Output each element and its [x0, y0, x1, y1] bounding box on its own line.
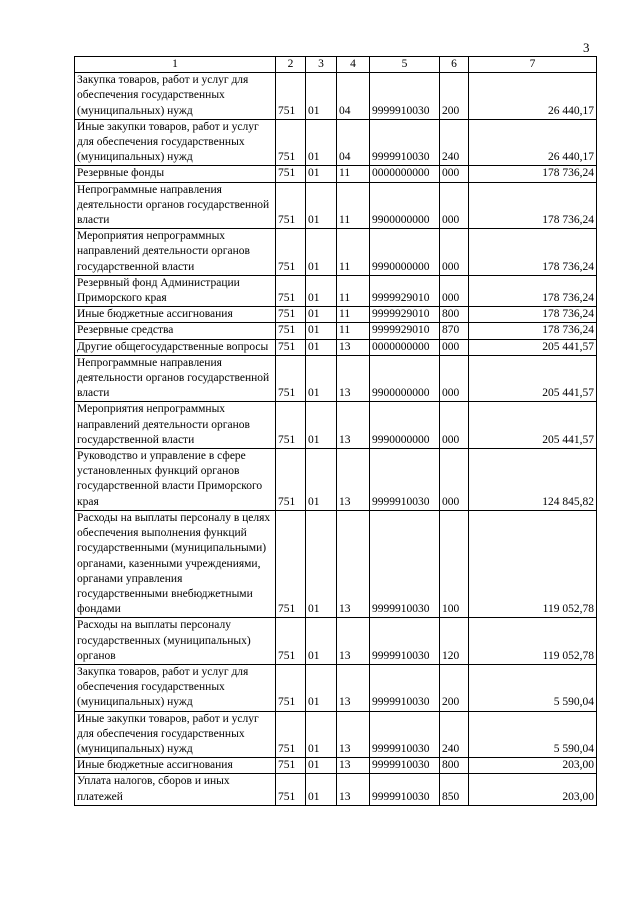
expense-type-cell: 000	[440, 402, 469, 449]
table-row	[75, 449, 597, 511]
expense-type-cell: 200	[440, 664, 469, 711]
code-cell: 751	[276, 119, 306, 166]
subsection-cell: 13	[337, 711, 370, 758]
row-name-cell: Резервные средства	[75, 323, 276, 339]
column-header: 4	[337, 57, 370, 73]
target-article-cell: 9990000000	[370, 402, 440, 449]
table-row	[75, 166, 597, 182]
section-cell: 01	[306, 275, 337, 306]
expense-type-cell: 000	[440, 339, 469, 355]
column-header: 1	[75, 57, 276, 73]
amount-cell: 5 590,04	[469, 711, 597, 758]
subsection-cell: 13	[337, 758, 370, 774]
column-header: 6	[440, 57, 469, 73]
code-cell: 751	[276, 323, 306, 339]
amount-cell: 178 736,24	[469, 229, 597, 276]
table-row	[75, 618, 597, 665]
code-cell: 751	[276, 182, 306, 229]
amount-cell: 178 736,24	[469, 182, 597, 229]
target-article-cell: 9999929010	[370, 307, 440, 323]
row-name-cell: Мероприятия непрограммных направлений деятельности органов государственной власти	[75, 229, 276, 276]
amount-cell: 178 736,24	[469, 275, 597, 306]
target-article-cell: 0000000000	[370, 339, 440, 355]
row-name-cell: Другие общегосударственные вопросы	[75, 339, 276, 355]
code-cell: 751	[276, 510, 306, 617]
section-cell: 01	[306, 307, 337, 323]
amount-cell: 178 736,24	[469, 307, 597, 323]
section-cell: 01	[306, 73, 337, 120]
amount-cell: 178 736,24	[469, 166, 597, 182]
target-article-cell: 9999929010	[370, 275, 440, 306]
row-name-cell: Непрограммные направления деятельности органов государственной власти	[75, 182, 276, 229]
column-header: 5	[370, 57, 440, 73]
row-name-cell: Иные закупки товаров, работ и услуг для обеспечения государственных (муниципальных) нужд	[75, 119, 276, 166]
section-cell: 01	[306, 618, 337, 665]
row-name-cell: Иные закупки товаров, работ и услуг для обеспечения государственных (муниципальных) нужд	[75, 711, 276, 758]
column-header: 2	[276, 57, 306, 73]
subsection-cell: 13	[337, 355, 370, 402]
row-name-cell: Иные бюджетные ассигнования	[75, 307, 276, 323]
section-cell: 01	[306, 664, 337, 711]
table-row	[75, 73, 597, 120]
subsection-cell: 04	[337, 119, 370, 166]
section-cell: 01	[306, 323, 337, 339]
expense-type-cell: 800	[440, 307, 469, 323]
expense-type-cell: 870	[440, 323, 469, 339]
target-article-cell: 9999929010	[370, 323, 440, 339]
code-cell: 751	[276, 307, 306, 323]
code-cell: 751	[276, 758, 306, 774]
expense-type-cell: 200	[440, 73, 469, 120]
table-row	[75, 402, 597, 449]
table-row	[75, 339, 597, 355]
expense-type-cell: 000	[440, 449, 469, 511]
code-cell: 751	[276, 229, 306, 276]
expense-type-cell: 000	[440, 355, 469, 402]
subsection-cell: 13	[337, 774, 370, 805]
amount-cell: 5 590,04	[469, 664, 597, 711]
section-cell: 01	[306, 774, 337, 805]
subsection-cell: 11	[337, 229, 370, 276]
code-cell: 751	[276, 355, 306, 402]
expense-type-cell: 000	[440, 275, 469, 306]
section-cell: 01	[306, 402, 337, 449]
section-cell: 01	[306, 449, 337, 511]
table-row	[75, 182, 597, 229]
table-row	[75, 664, 597, 711]
row-name-cell: Непрограммные направления деятельности органов государственной власти	[75, 355, 276, 402]
table-row	[75, 758, 597, 774]
table-row	[75, 510, 597, 617]
section-cell: 01	[306, 229, 337, 276]
code-cell: 751	[276, 449, 306, 511]
row-name-cell: Резервные фонды	[75, 166, 276, 182]
column-header: 3	[306, 57, 337, 73]
column-header: 7	[469, 57, 597, 73]
target-article-cell: 9999910030	[370, 119, 440, 166]
expense-type-cell: 800	[440, 758, 469, 774]
row-name-cell: Расходы на выплаты персоналу в целях обеспечения выполнения функций государственными (муниципальными) органами, казенными учреждениями, органами управления государственными внебюджетными фондами	[75, 510, 276, 617]
subsection-cell: 11	[337, 323, 370, 339]
table-row	[75, 711, 597, 758]
section-cell: 01	[306, 711, 337, 758]
expense-type-cell: 120	[440, 618, 469, 665]
row-name-cell: Закупка товаров, работ и услуг для обеспечения государственных (муниципальных) нужд	[75, 73, 276, 120]
expense-type-cell: 000	[440, 182, 469, 229]
target-article-cell: 9900000000	[370, 182, 440, 229]
section-cell: 01	[306, 510, 337, 617]
row-name-cell: Мероприятия непрограммных направлений деятельности органов государственной власти	[75, 402, 276, 449]
amount-cell: 205 441,57	[469, 355, 597, 402]
section-cell: 01	[306, 182, 337, 229]
subsection-cell: 13	[337, 618, 370, 665]
target-article-cell: 9999910030	[370, 758, 440, 774]
table-row	[75, 323, 597, 339]
code-cell: 751	[276, 275, 306, 306]
code-cell: 751	[276, 664, 306, 711]
amount-cell: 203,00	[469, 758, 597, 774]
expense-type-cell: 000	[440, 229, 469, 276]
target-article-cell: 9999910030	[370, 510, 440, 617]
amount-cell: 205 441,57	[469, 402, 597, 449]
subsection-cell: 13	[337, 402, 370, 449]
section-cell: 01	[306, 166, 337, 182]
section-cell: 01	[306, 339, 337, 355]
target-article-cell: 9990000000	[370, 229, 440, 276]
table-row	[75, 275, 597, 306]
target-article-cell: 9999910030	[370, 774, 440, 805]
target-article-cell: 9900000000	[370, 355, 440, 402]
section-cell: 01	[306, 758, 337, 774]
amount-cell: 26 440,17	[469, 73, 597, 120]
code-cell: 751	[276, 73, 306, 120]
amount-cell: 205 441,57	[469, 339, 597, 355]
section-cell: 01	[306, 355, 337, 402]
section-cell: 01	[306, 119, 337, 166]
target-article-cell: 0000000000	[370, 166, 440, 182]
row-name-cell: Расходы на выплаты персоналу государственных (муниципальных) органов	[75, 618, 276, 665]
table-row	[75, 774, 597, 805]
subsection-cell: 13	[337, 339, 370, 355]
code-cell: 751	[276, 774, 306, 805]
row-name-cell: Руководство и управление в сфере установленных функций органов государственной власти Приморского края	[75, 449, 276, 511]
code-cell: 751	[276, 166, 306, 182]
code-cell: 751	[276, 339, 306, 355]
target-article-cell: 9999910030	[370, 449, 440, 511]
subsection-cell: 11	[337, 275, 370, 306]
code-cell: 751	[276, 618, 306, 665]
expense-type-cell: 100	[440, 510, 469, 617]
code-cell: 751	[276, 402, 306, 449]
amount-cell: 203,00	[469, 774, 597, 805]
target-article-cell: 9999910030	[370, 664, 440, 711]
subsection-cell: 11	[337, 182, 370, 229]
row-name-cell: Уплата налогов, сборов и иных платежей	[75, 774, 276, 805]
table-row	[75, 119, 597, 166]
subsection-cell: 11	[337, 307, 370, 323]
amount-cell: 178 736,24	[469, 323, 597, 339]
amount-cell: 119 052,78	[469, 510, 597, 617]
row-name-cell: Иные бюджетные ассигнования	[75, 758, 276, 774]
expense-type-cell: 000	[440, 166, 469, 182]
subsection-cell: 11	[337, 166, 370, 182]
amount-cell: 26 440,17	[469, 119, 597, 166]
target-article-cell: 9999910030	[370, 711, 440, 758]
target-article-cell: 9999910030	[370, 618, 440, 665]
code-cell: 751	[276, 711, 306, 758]
subsection-cell: 13	[337, 449, 370, 511]
subsection-cell: 13	[337, 664, 370, 711]
row-name-cell: Резервный фонд Администрации Приморского края	[75, 275, 276, 306]
table-row	[75, 307, 597, 323]
expense-type-cell: 240	[440, 711, 469, 758]
subsection-cell: 04	[337, 73, 370, 120]
expense-type-cell: 240	[440, 119, 469, 166]
table-row	[75, 355, 597, 402]
subsection-cell: 13	[337, 510, 370, 617]
target-article-cell: 9999910030	[370, 73, 440, 120]
expense-type-cell: 850	[440, 774, 469, 805]
row-name-cell: Закупка товаров, работ и услуг для обеспечения государственных (муниципальных) нужд	[75, 664, 276, 711]
amount-cell: 124 845,82	[469, 449, 597, 511]
header-row	[75, 57, 597, 73]
table-row	[75, 229, 597, 276]
amount-cell: 119 052,78	[469, 618, 597, 665]
budget-table	[74, 56, 597, 806]
page-number: 3	[583, 40, 590, 55]
